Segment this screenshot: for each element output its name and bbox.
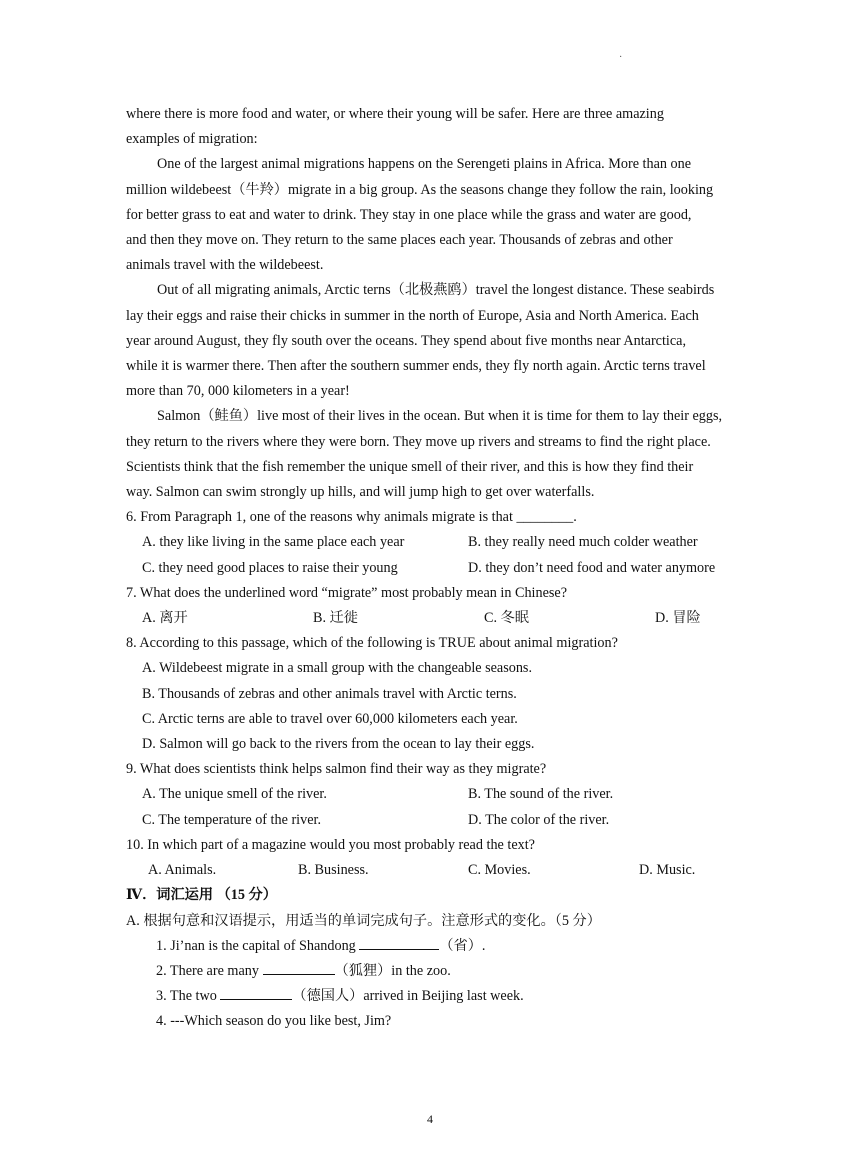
question-stem: 8. According to this passage, which of the following is TRUE about animal migration? (126, 635, 618, 652)
fill-item (126, 934, 740, 959)
option-b: B. Business. (298, 862, 369, 879)
header-dot: · (619, 52, 623, 63)
option-c: C. they need good places to raise their young (142, 559, 398, 576)
option-b: B. Thousands of zebras and other animals travel with Arctic terns. (142, 685, 517, 702)
option-b: B. The sound of the river. (468, 786, 614, 803)
option-a: A. they like living in the same place each year (142, 534, 405, 551)
question-stem: 7. What does the underlined word “migrate” most probably mean in Chinese? (126, 584, 568, 601)
passage-line: Out of all migrating animals, Arctic terns（北极燕鸥）travel the longest distance. These seabirds (157, 282, 715, 299)
option-b: B. 迁徙 (313, 610, 358, 627)
passage-line: One of the largest animal migrations happens on the Serengeti plains in Africa. More than one (157, 156, 691, 173)
answer-blank[interactable] (263, 962, 335, 975)
question-10 (126, 833, 740, 883)
passage-line: they return to the rivers where they were born. They move up rivers and streams to find the right place. (126, 433, 711, 450)
page-body (126, 102, 740, 1035)
passage-line: million wildebeest（牛羚）migrate in a big group. As the seasons change they follow the rain, looking (126, 181, 714, 198)
option-b: B. they really need much colder weather (468, 534, 698, 551)
option-a: A. Wildebeest migrate in a small group with the changeable seasons. (142, 660, 533, 677)
page-number: 4 (427, 1112, 433, 1126)
question-stem: 9. What does scientists think helps salmon find their way as they migrate? (126, 761, 547, 778)
passage (126, 102, 740, 505)
vocabulary-section (126, 883, 740, 1034)
passage-line: for better grass to eat and water to drink. They stay in one place while the grass and water are good, (126, 206, 692, 223)
option-d: D. The color of the river. (468, 811, 610, 828)
answer-blank[interactable] (220, 987, 292, 1000)
option-a: A. The unique smell of the river. (142, 786, 327, 803)
question-7 (126, 581, 740, 631)
question-stem: 6. From Paragraph 1, one of the reasons why animals migrate is that ________. (126, 509, 577, 526)
section-heading: Ⅳ．词汇运用 （15 分） (126, 887, 277, 904)
passage-line: animals travel with the wildebeest. (126, 257, 324, 274)
item-text: 1. Ji’nan is the capital of Shandong (156, 937, 360, 954)
option-c: C. The temperature of the river. (142, 811, 321, 828)
option-a: A. 离开 (142, 610, 188, 627)
passage-line: Salmon（鲑鱼）live most of their lives in the ocean. But when it is time for them to lay their eggs, (157, 408, 723, 425)
option-c: C. Movies. (468, 862, 531, 879)
question-6 (126, 505, 740, 581)
passage-line: year around August, they fly south over the oceans. They spend about five months near Antarctica, (126, 332, 686, 349)
passage-line: lay their eggs and raise their chicks in summer in the north of Europe, Asia and North America. Each (126, 307, 699, 324)
option-c: C. 冬眠 (484, 610, 529, 627)
option-d: D. Salmon will go back to the rivers from the ocean to lay their eggs. (142, 736, 535, 753)
option-d: D. Music. (639, 862, 696, 879)
item-text: 2. There are many (156, 962, 263, 979)
part-a-instruction: A. 根据句意和汉语提示，用适当的单词完成句子。注意形式的变化。（5 分） (126, 912, 601, 929)
item-text: 3. The two (156, 988, 221, 1005)
passage-line: while it is warmer there. Then after the southern summer ends, they fly north again. Arctic terns travel (126, 358, 706, 375)
passage-line: more than 70, 000 kilometers in a year! (126, 383, 350, 400)
question-8 (126, 631, 740, 757)
item-hint: （德国人）arrived in Beijing last week. (292, 988, 524, 1005)
passage-line: way. Salmon can swim strongly up hills, and will jump high to get over waterfalls. (126, 484, 595, 501)
option-c: C. Arctic terns are able to travel over 60,000 kilometers each year. (142, 710, 518, 727)
option-d: D. they don’t need food and water anymore (468, 559, 716, 576)
passage-line: examples of migration: (126, 131, 258, 148)
question-9 (126, 757, 740, 833)
passage-line: where there is more food and water, or where their young will be safer. Here are three amazing (126, 106, 664, 122)
item-hint: （省）. (439, 937, 486, 954)
answer-blank[interactable] (359, 937, 439, 950)
option-a: A. Animals. (148, 862, 217, 879)
option-d: D. 冒险 (655, 610, 701, 627)
passage-line: and then they move on. They return to the same places each year. Thousands of zebras and other (126, 232, 673, 249)
fill-item (126, 959, 740, 984)
fill-item: 4. ---Which season do you like best, Jim? (156, 1013, 392, 1030)
passage-line: Scientists think that the fish remember the unique smell of their river, and this is how they find their (126, 458, 694, 475)
question-stem: 10. In which part of a magazine would you most probably read the text? (126, 836, 535, 853)
item-hint: （狐狸）in the zoo. (334, 962, 451, 979)
fill-item (126, 984, 740, 1009)
